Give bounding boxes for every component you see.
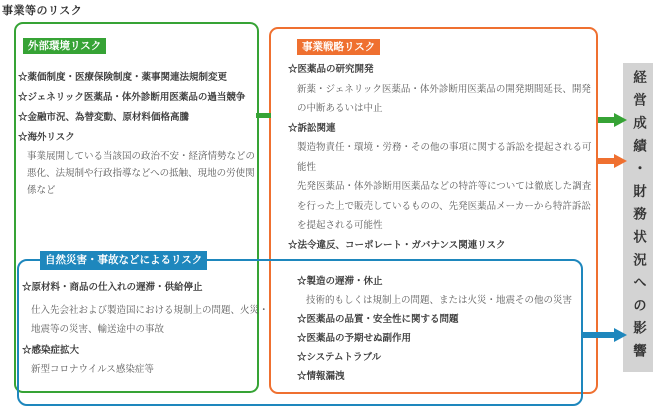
risk-item-detail: 地震等の災害、輸送途中の事故 [31,324,165,335]
risk-item-detail: 事業展開している当該国の政治不安・経済情勢などの [27,151,256,162]
risk-item: ☆情報漏洩 [297,371,345,382]
disaster-risk-header: 自然災害・事故などによるリスク [40,251,207,270]
risk-item: ☆医薬品の品質・安全性に関する問題 [297,314,459,325]
risk-item-detail: 仕入先会社および製造国における規制上の問題、火災・ [31,305,269,316]
risk-item-detail: を提起される可能性 [297,220,383,231]
risk-item-detail: を行った上で販売しているものの、先発医薬品メーカーから特許訴訟 [297,200,591,212]
risk-item: ☆薬価制度・医療保険制度・薬事関連法規制変更 [18,72,228,83]
page-title: 事業等のリスク [2,5,83,17]
orange-arrow-icon [598,153,627,169]
risk-item: ☆ジェネリック医薬品・体外診断用医薬品の過当競争 [18,92,246,103]
risk-item: ☆システムトラブル [297,352,382,363]
risk-item-detail: 製造物責任・環境・労務・その他の事項に関する訴訟を提起される可 [297,142,592,153]
strategy-risk-header: 事業戦略リスク [297,39,380,55]
risk-item-detail: 新型コロナウイルス感染症等 [31,364,154,375]
orange-arrow-shape [598,154,627,168]
blue-arrow-shape [583,328,627,342]
risk-item-detail: 先発医薬品・体外診断用医薬品などの特許等については徹底した調査 [297,181,592,192]
risk-item-detail: 新薬・ジェネリック医薬品・体外診断用医薬品の開発期間延長、開発 [297,83,591,95]
risk-item: ☆法令違反、コーポレート・ガバナンス関連リスク [288,239,506,251]
external-risk-items [18,68,256,199]
external-risk-header: 外部環境リスク [23,38,106,54]
impact-box [623,63,653,372]
risk-item: ☆医薬品の予期せぬ副作用 [297,333,412,344]
disaster-risk-box [17,254,583,406]
risk-item: ☆海外リスク [18,132,75,143]
risk-item: ☆製造の遅滞・休止 [297,276,383,287]
green-connector-line [256,113,271,118]
risk-item-detail: 悪化、法規制や行政指導などへの抵触、現地の労使関 [27,168,255,179]
risk-item: ☆医薬品の研究開発 [288,64,374,75]
green-arrow-icon [598,112,627,128]
risk-item-detail: 能性 [297,161,317,173]
risk-item: ☆感染症拡大 [22,345,80,356]
impact-text: 経営成績・財務状況への影響 [631,70,646,367]
risk-item-detail: の中断あるいは中止 [297,103,383,114]
blue-arrow-icon [583,327,627,343]
risk-item: ☆原材料・商品の仕入れの遅滞・供給停止 [22,282,203,293]
risk-item-detail: 係など [27,185,56,196]
green-arrow-shape [598,113,627,127]
strategy-risk-items [288,60,594,255]
risk-item: ☆訴訟関連 [288,122,336,134]
risk-item: ☆金融市況、為替変動、原材料価格高騰 [18,112,190,123]
risk-item-detail: 技術的もしくは規制上の問題、または火災・地震その他の災害 [306,295,573,306]
